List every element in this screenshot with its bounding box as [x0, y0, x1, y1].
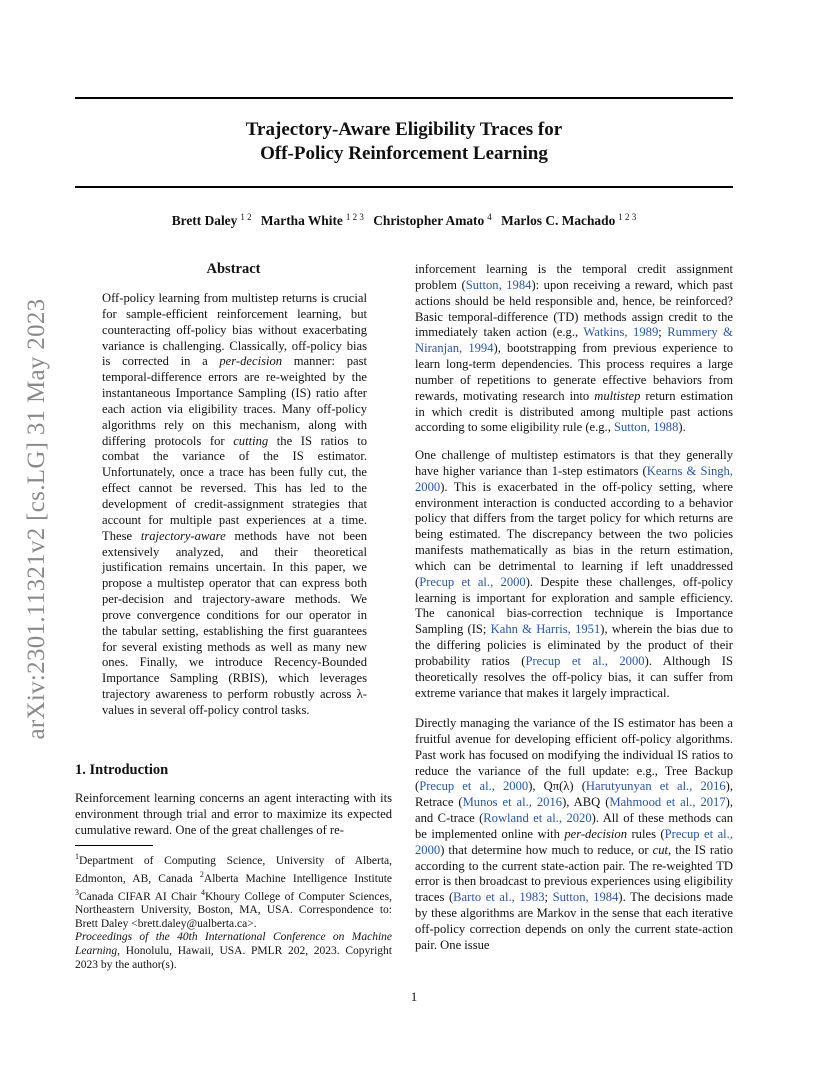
arxiv-stamp-text: arXiv:2301.11321v2 [cs.LG] 31 May 2023 — [23, 298, 50, 740]
author: Martha White $^{1 2 3}$ — [260, 212, 364, 229]
right-paragraph-2: One challenge of multistep estimators is that they generally have higher variance than 1-step estimators (Kearns & Singh, 2000). This is exacerbated in the off-policy setting, where environment interaction is conducted according to a behavior policy that differs from the target policy for which returns are being estimated. The discrepancy between the two policies manifests mathematically as bias in the return estimation, which can be detrimental to learning if left unaddressed (Precup et al., 2000). Despite these challenges, off-policy learning is important for exploration and sample efficiency. The canonical bias-correction technique is Importance Sampling (IS; Kahn & Harris, 1951), wherein the bias due to the differing policies is eliminated by the product of their probability ratios (Precup et al., 2000). Although IS theoretically resolves the off-policy bias, it can suffer from extreme variance that makes it largely impractical. — [415, 448, 734, 700]
citation-link[interactable]: Munos et al., 2016 — [462, 795, 563, 810]
section-heading-introduction: 1. Introduction — [75, 762, 169, 778]
paper-title — [75, 118, 733, 166]
citation-link[interactable]: Barto et al., 1983 — [453, 890, 545, 905]
right-paragraph-3: Directly managing the variance of the IS estimator has been a fruitful avenue for developing efficient off-policy algorithms. Past work has focused on modifying the individual IS ratios to reduce the variance of the full update: e.g., Tree Backup (Precup et al., 2000), Qπ(λ) (Harutyunyan et al., 2016), Retrace (Munos et al., 2016), ABQ (Mahmood et al., 2017), and C-trace (Rowland et al., 2020). All of these methods can be implemented online with per-decision rules (Precup et al., 2000) that determine how much to reduce, or cut, the IS ratio according to the current state-action pair. The re-weighted TD error is then broadcast to previous experiences using eligibility traces (Barto et al., 1983; Sutton, 1984). The decisions made by these algorithms are Markov in the sense that each iterative off-policy correction depends on only the current state-action pair. One issue — [415, 716, 734, 952]
citation-link[interactable]: Rowland et al., 2020 — [483, 811, 592, 826]
citation-link[interactable]: Sutton, 1988 — [614, 420, 679, 435]
citation-link[interactable]: Harutyunyan et al., 2016 — [585, 779, 726, 794]
intro-paragraph: Reinforcement learning concerns an agent interacting with its environment through trial and error to maximize its expected cumulative reward. One of the great challenges of re- — [75, 791, 392, 837]
proceedings-footnote: Proceedings of the 40th International Conference on Machine Learning, Honolulu, Hawaii, USA. PMLR 202, 2023. Copyright 2023 by the author(s). — [75, 931, 392, 971]
citation-link[interactable]: Kearns & Singh, 2000 — [415, 463, 733, 494]
title-bottom-rule — [75, 186, 733, 188]
affiliation-footnote: $^1$Department of Computing Science, University of Alberta, Edmonton, AB, Canada $^2$Alberta Machine Intelligence Institute $^3$Canada CIFAR AI Chair $^4$Khoury College of Computer Sciences, Northeastern University, Boston, MA, USA. Correspondence to: Brett Daley <brett.daley@ualberta.ca>. — [75, 852, 392, 931]
page-number: 1 — [410, 990, 418, 1004]
citation-link[interactable]: Rummery & Niranjan, 1994 — [415, 325, 733, 356]
footnote-rule — [75, 845, 153, 846]
citation-link[interactable]: Sutton, 1984 — [465, 277, 532, 292]
title-line-2: Off-Policy Reinforcement Learning — [260, 143, 548, 164]
citation-link[interactable]: Watkins, 1989 — [583, 325, 659, 340]
citation-link[interactable]: Precup et al., 2000 — [525, 653, 645, 668]
citation-link[interactable]: Kahn & Harris, 1951 — [490, 622, 601, 637]
citation-link[interactable]: Precup et al., 2000 — [415, 826, 733, 857]
abstract-text: Off-policy learning from multistep returns is crucial for sample-efficient reinforcement learning, but counteracting off-policy bias without exacerbating variance is challenging. Classically, off-policy bias is corrected in a per-decision manner: past temporal-difference errors are re-weighted by the instantaneous Importance Sampling (IS) ratio after each action via eligibility traces. Many off-policy algorithms rely on this mechanism, along with differing protocols for cutting the IS ratios to combat the variance of the IS estimator. Unfortunately, once a trace has been fully cut, the effect cannot be reversed. This has led to the development of credit-assignment strategies that account for multiple past experiences at a time. These trajectory-aware methods have not been extensively analyzed, and their theoretical justification remains uncertain. In this paper, we propose a multistep operator that can express both per-decision and trajectory-aware methods. We prove convergence conditions for our operator in the tabular setting, establishing the first guarantees for several existing methods as well as many new ones. Finally, we introduce Recency-Bounded Importance Sampling (RBIS), which leverages trajectory awareness to perform robustly across λ-values in several off-policy control tasks. — [102, 291, 367, 717]
right-paragraph-1: inforcement learning is the temporal credit assignment problem (Sutton, 1984): upon receiving a reward, which past actions should be held responsible and, hence, be reinforced? Basic temporal-difference (TD) methods assign credit to the immediately taken action (e.g., Watkins, 1989; Rummery & Niranjan, 1994), bootstrapping from previous experience to learn long-term dependencies. This process requires a large number of repetitions to generate effective behaviors from rewards, motivating research into multistep return estimation in which credit is distributed among multiple past actions according to some eligibility rule (e.g., Sutton, 1988). — [415, 262, 734, 435]
author: Marlos C. Machado $^{1 2 3}$ — [501, 212, 637, 229]
title-line-1: Trajectory-Aware Eligibility Traces for — [245, 119, 563, 140]
arxiv-stamp — [22, 280, 52, 758]
citation-link[interactable]: Precup et al., 2000 — [419, 779, 529, 794]
author-list — [75, 212, 733, 229]
citation-link[interactable]: Sutton, 1984 — [552, 890, 619, 905]
title-top-rule — [75, 97, 733, 99]
citation-link[interactable]: Mahmood et al., 2017 — [609, 795, 726, 810]
author: Christopher Amato $^4$ — [373, 212, 492, 229]
abstract-heading: Abstract — [206, 261, 261, 277]
citation-link[interactable]: Precup et al., 2000 — [419, 574, 526, 589]
author: Brett Daley $^{1 2}$ — [171, 212, 252, 229]
